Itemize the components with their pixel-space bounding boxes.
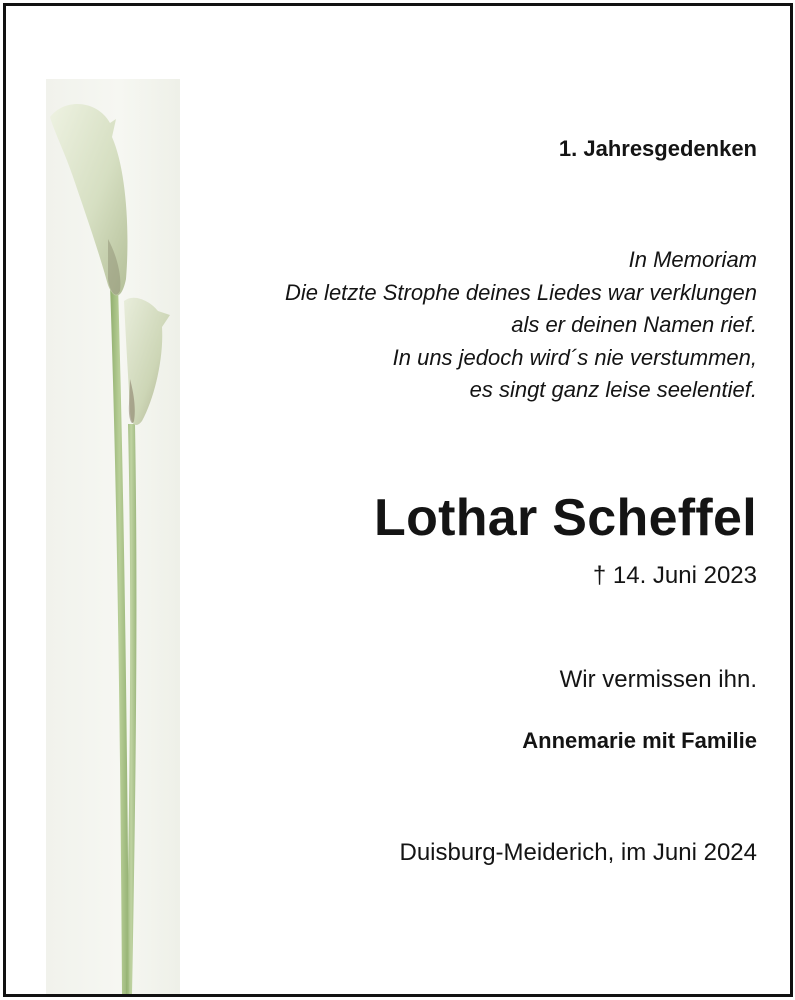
poem-line: es singt ganz leise seelentief. (469, 377, 757, 402)
poem-line: als er deinen Namen rief. (511, 312, 757, 337)
memorial-heading: 1. Jahresgedenken (558, 136, 757, 161)
closing-phrase: Wir vermissen ihn. (559, 666, 757, 693)
calla-lily-image (46, 79, 180, 994)
obituary-notice (3, 3, 793, 997)
poem-line: In uns jedoch wird´s nie verstummen, (392, 344, 757, 370)
poem-line: In Memoriam (628, 247, 757, 272)
place-and-date: Duisburg-Meiderich, im Juni 2024 (399, 839, 757, 866)
deceased-name: Lothar Scheffel (374, 489, 757, 547)
poem-line: Die letzte Strophe deines Liedes war verklungen (284, 279, 757, 305)
death-date: † 14. Juni 2023 (592, 562, 757, 589)
memorial-poem (285, 244, 757, 407)
family-signature: Annemarie mit Familie (522, 728, 757, 753)
